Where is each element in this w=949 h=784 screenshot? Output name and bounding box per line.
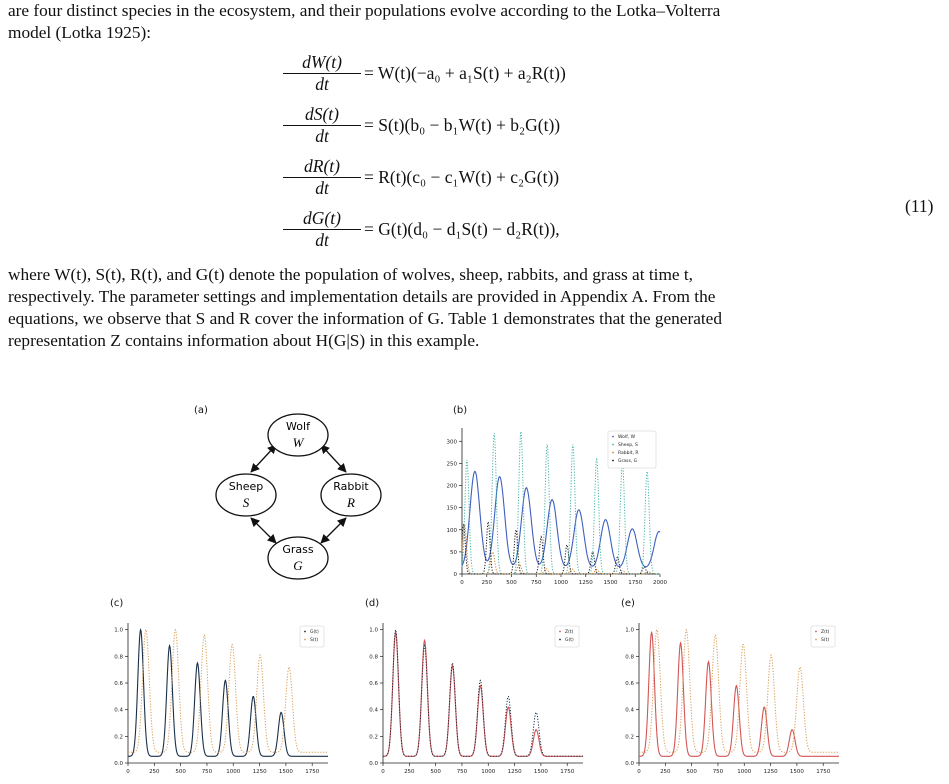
- node-sheep: [216, 474, 276, 516]
- legend-label: Wolf, W: [618, 435, 636, 440]
- x-tick-label: 1000: [737, 769, 752, 775]
- panel-label-d: (d): [365, 598, 380, 609]
- legend-marker: [815, 631, 817, 633]
- y-tick-label: 1.0: [625, 627, 634, 634]
- chart-c-g-vs-s: [108, 615, 333, 775]
- equation-fraction: [283, 208, 361, 251]
- equation-numerator: dG(t): [283, 208, 361, 230]
- y-tick-label: 0.6: [369, 681, 378, 687]
- legend-label: G(t): [310, 630, 319, 635]
- y-tick-label: 200: [446, 483, 457, 490]
- series-line-g-t: [128, 630, 328, 757]
- legend-label: Sheep, S: [618, 443, 638, 448]
- equation-denominator: dt: [315, 74, 329, 94]
- x-tick-label: 1750: [305, 769, 320, 775]
- equation-fraction: [283, 52, 361, 95]
- x-tick-label: 1500: [278, 769, 293, 775]
- series-line-g-t: [383, 630, 583, 757]
- equation-row: [0, 104, 949, 150]
- x-tick-label: 750: [201, 769, 213, 775]
- x-tick-label: 250: [660, 769, 671, 775]
- paragraph-bottom-line-1: where W(t), S(t), R(t), and G(t) denote the population of wolves, sheep, rabbits, and grass at time t,: [8, 265, 693, 284]
- node-grass: [268, 537, 328, 579]
- equation-block: [0, 52, 949, 257]
- x-tick-label: 1250: [763, 769, 778, 775]
- equation-number: (11): [905, 196, 934, 216]
- node-wolf-symbol: W: [292, 435, 304, 450]
- x-tick-label: 750: [531, 580, 542, 586]
- y-tick-label: 0.2: [369, 734, 378, 741]
- chart-b-population: [440, 420, 670, 585]
- paragraph-bottom-line-4: representation Z contains information about H(G|S) in this example.: [8, 331, 480, 350]
- node-sheep-name: Sheep: [228, 480, 264, 493]
- x-tick-label: 250: [481, 580, 492, 586]
- legend-label: Grass, G: [618, 459, 638, 464]
- y-tick-label: 1.0: [369, 627, 378, 634]
- legend-marker: [559, 639, 561, 641]
- paragraph-top-line-1: are four distinct species in the ecosystem, and their populations evolve according to the Lotka–Volterra: [8, 1, 721, 20]
- node-wolf: [268, 414, 328, 456]
- y-tick-label: 150: [446, 505, 457, 512]
- equation-rhs: = S(t)(b₀ − b₁W(t) + b₂G(t)): [364, 115, 561, 135]
- legend-label: G(t): [565, 638, 574, 643]
- node-rabbit-symbol: R: [347, 495, 355, 510]
- legend-label: S(t): [821, 638, 830, 643]
- equation-denominator: dt: [315, 178, 329, 198]
- x-tick-label: 0: [460, 580, 464, 586]
- legend-marker: [559, 631, 561, 633]
- panel-label-c: (c): [110, 598, 124, 609]
- legend-marker: [815, 639, 817, 641]
- legend-marker: [612, 452, 614, 454]
- x-tick-label: 500: [175, 769, 186, 775]
- node-sheep-symbol: S: [242, 495, 250, 510]
- equation-denominator: dt: [315, 230, 329, 250]
- x-tick-label: 0: [381, 769, 385, 775]
- node-rabbit-name: Rabbit: [333, 480, 369, 493]
- node-grass-name: Grass: [282, 543, 314, 556]
- equation-rhs: = W(t)(−a₀ + a₁S(t) + a₂R(t)): [364, 63, 566, 83]
- paragraph-bottom: [8, 264, 940, 352]
- y-tick-label: 0.6: [114, 681, 123, 687]
- edge-rabbit-grass: [321, 518, 346, 543]
- series-line-grass-g: [462, 522, 660, 574]
- node-wolf-name: Wolf: [286, 420, 310, 433]
- y-tick-label: 0.4: [114, 707, 123, 714]
- equation-fraction: [283, 156, 361, 199]
- x-tick-label: 0: [126, 769, 130, 775]
- y-tick-label: 1.0: [114, 627, 123, 634]
- chart-e-z-vs-s: [619, 615, 844, 775]
- series-line-s-t: [639, 630, 839, 753]
- legend-label: S(t): [310, 638, 319, 643]
- y-tick-label: 0.2: [114, 734, 123, 741]
- paragraph-bottom-line-2: respectively. The parameter settings and implementation details are provided in Appendix A. From the: [8, 287, 716, 306]
- equation-row: [0, 208, 949, 254]
- series-line-z-t: [383, 633, 583, 757]
- panel-label-e: (e): [621, 598, 635, 609]
- x-tick-label: 1000: [481, 769, 496, 775]
- y-tick-label: 0.8: [369, 654, 378, 661]
- y-tick-label: 300: [446, 439, 457, 446]
- x-tick-label: 1500: [789, 769, 804, 775]
- x-tick-label: 500: [686, 769, 697, 775]
- x-tick-label: 500: [430, 769, 441, 775]
- x-tick-label: 1750: [816, 769, 831, 775]
- equation-rhs: = R(t)(c₀ − c₁W(t) + c₂G(t)): [364, 167, 560, 187]
- equation-numerator: dW(t): [283, 52, 361, 74]
- panel-label-a: (a): [194, 405, 208, 416]
- x-tick-label: 250: [404, 769, 415, 775]
- x-tick-label: 250: [149, 769, 160, 775]
- x-tick-label: 1250: [252, 769, 267, 775]
- x-tick-label: 2000: [653, 580, 667, 586]
- x-tick-label: 1000: [554, 580, 568, 586]
- equation-denominator: dt: [315, 126, 329, 146]
- legend-marker: [304, 639, 306, 641]
- x-tick-label: 0: [637, 769, 641, 775]
- y-tick-label: 0: [453, 572, 457, 578]
- x-tick-label: 1500: [603, 580, 618, 586]
- equation-rhs: = G(t)(d₀ − d₁S(t) − d₂R(t)),: [364, 219, 560, 239]
- paragraph-top-line-2: model (Lotka 1925):: [8, 23, 152, 42]
- equation-row: [0, 52, 949, 98]
- legend-marker: [612, 436, 614, 438]
- legend-label: Z(t): [821, 630, 830, 635]
- y-tick-label: 0.0: [114, 761, 123, 767]
- node-rabbit: [321, 474, 381, 516]
- y-tick-label: 0.0: [369, 761, 378, 767]
- equation-fraction: [283, 104, 361, 147]
- edge-wolf-rabbit: [321, 445, 346, 472]
- x-tick-label: 750: [456, 769, 468, 775]
- x-tick-label: 1500: [533, 769, 548, 775]
- x-tick-label: 1250: [507, 769, 522, 775]
- ecosystem-diagram: [218, 410, 418, 590]
- edge-sheep-grass: [251, 518, 276, 543]
- y-tick-label: 0.6: [625, 681, 634, 687]
- series-line-s-t: [128, 630, 328, 753]
- legend-marker: [612, 460, 614, 462]
- chart-d-z-vs-g: [363, 615, 588, 775]
- y-tick-label: 0.4: [625, 707, 634, 714]
- x-tick-label: 1750: [560, 769, 575, 775]
- paragraph-bottom-line-3: equations, we observe that S and R cover the information of G. Table 1 demonstrates that the generated: [8, 309, 722, 328]
- x-tick-label: 1000: [226, 769, 241, 775]
- y-tick-label: 50: [450, 549, 457, 556]
- legend-label: Z(t): [565, 630, 574, 635]
- x-tick-label: 1750: [628, 580, 643, 586]
- y-tick-label: 0.0: [625, 761, 634, 767]
- y-tick-label: 0.4: [369, 707, 378, 714]
- equation-numerator: dR(t): [283, 156, 361, 178]
- y-tick-label: 100: [446, 527, 457, 534]
- x-tick-label: 750: [712, 769, 724, 775]
- panel-label-b: (b): [453, 405, 468, 416]
- y-tick-label: 0.8: [625, 654, 634, 661]
- y-tick-label: 0.8: [114, 654, 123, 661]
- x-tick-label: 1250: [578, 580, 593, 586]
- edge-wolf-sheep: [251, 445, 276, 472]
- legend-marker: [304, 631, 306, 633]
- equation-row: [0, 156, 949, 202]
- y-tick-label: 0.2: [625, 734, 634, 741]
- legend-label: Rabbit, R: [618, 451, 639, 456]
- paragraph-top: [8, 0, 940, 44]
- node-grass-symbol: G: [293, 558, 303, 573]
- x-tick-label: 500: [506, 580, 517, 586]
- equation-numerator: dS(t): [283, 104, 361, 126]
- legend-marker: [612, 444, 614, 446]
- y-tick-label: 250: [446, 461, 457, 468]
